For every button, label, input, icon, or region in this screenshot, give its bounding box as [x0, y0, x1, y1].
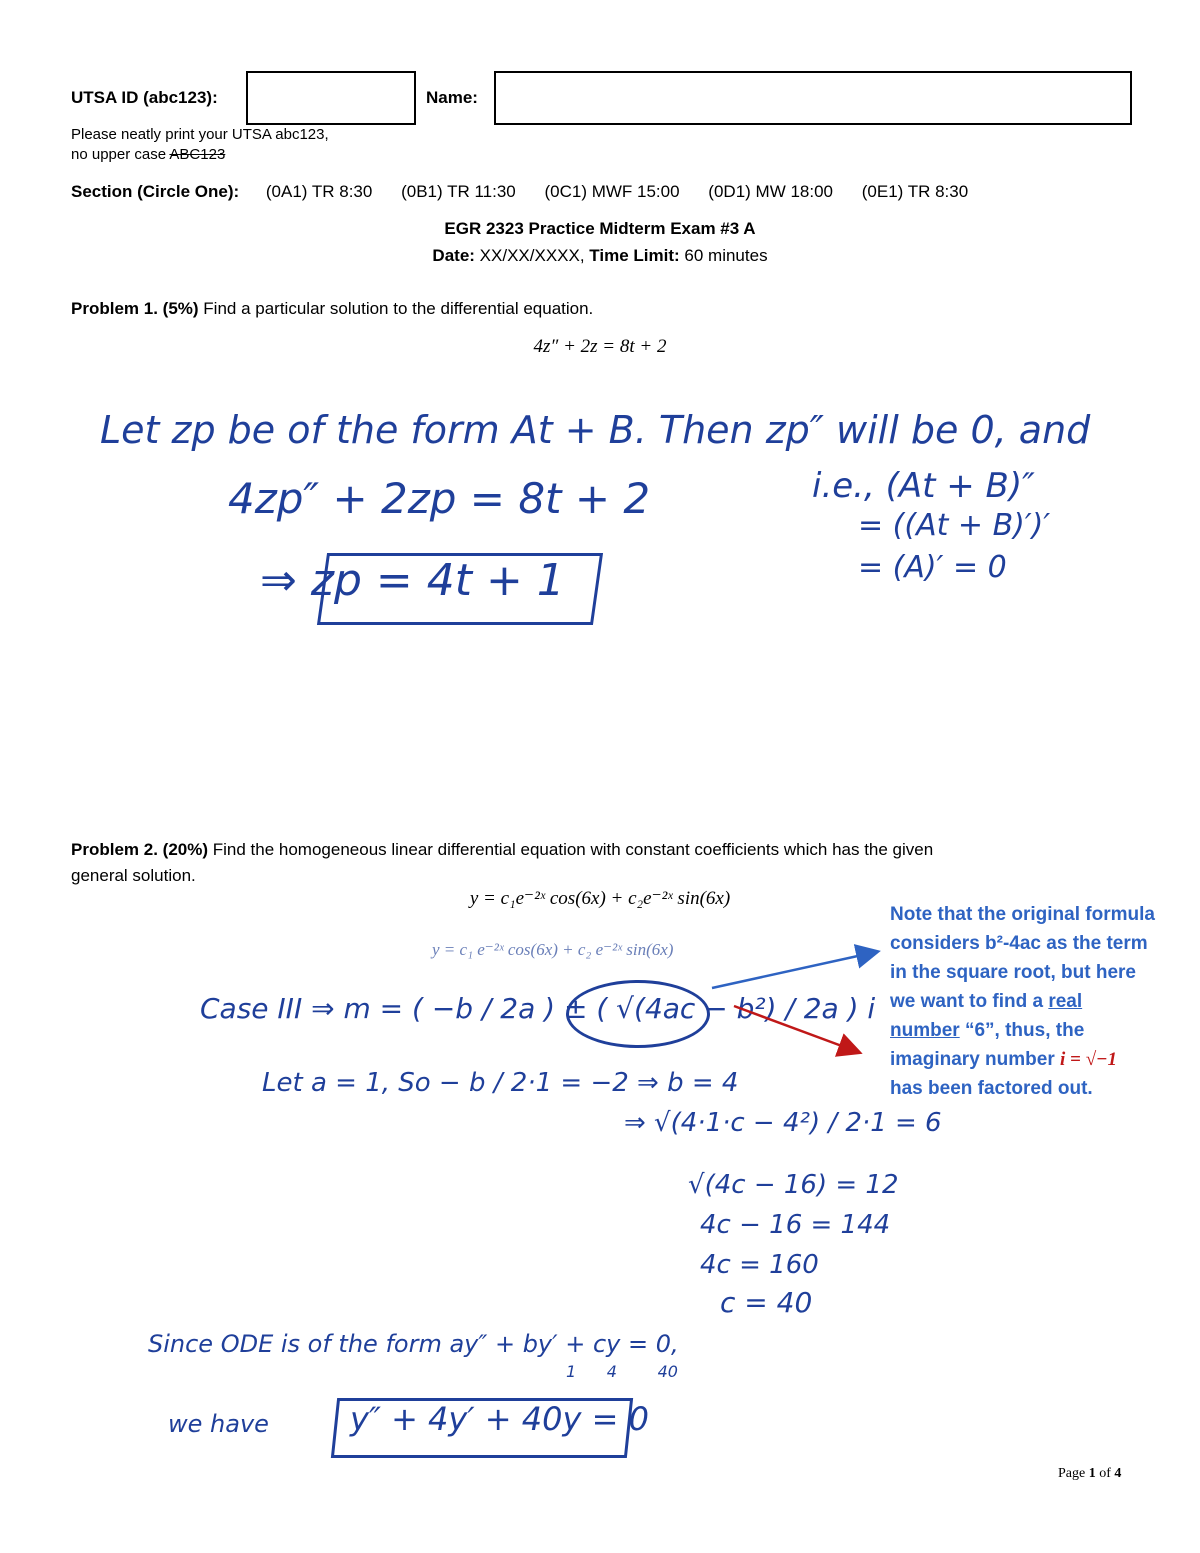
p2-hw-case: Case III ⇒ m = ( −b / 2a ) ± ( √(4ac − b²) / 2a ) i [200, 992, 876, 1025]
section-option-0c1[interactable]: (0C1) MWF 15:00 [544, 182, 680, 201]
p2-hw-step5: c = 40 [720, 1286, 813, 1319]
p2-hw-let: Let a = 1, So − b / 2·1 = −2 ⇒ b = 4 [262, 1068, 739, 1098]
p1-hw-line1: Let zp be of the form At + B. Then zp″ will be 0, and [100, 408, 1091, 452]
p2-hw-we-have: we have [168, 1410, 269, 1438]
note-line7: has been factored out. [890, 1078, 1093, 1099]
p2-hw-coeffs: 1 4 40 [566, 1362, 678, 1381]
note-real-link: real [1048, 991, 1083, 1012]
note-line2: considers b²-4ac as the term [890, 933, 1148, 954]
problem1-weight: (5%) [162, 299, 199, 318]
problem1-number: Problem 1. [71, 299, 158, 318]
note-line5-rest: “6”, thus, the [959, 1020, 1085, 1041]
p2-hw-step4: 4c = 160 [700, 1250, 819, 1280]
page-number [1058, 1466, 1121, 1482]
date-label: Date: [432, 246, 475, 265]
note-line4-prefix: we want to find a [890, 991, 1049, 1012]
page-current: 1 [1088, 1466, 1096, 1481]
instruction-line1: Please neatly print your UTSA abc123, [71, 126, 329, 143]
p2-hw-step3: 4c − 16 = 144 [700, 1210, 891, 1240]
exam-title: EGR 2323 Practice Midterm Exam #3 A [444, 219, 756, 238]
instruction-struck-text: ABC123 [169, 146, 226, 163]
time-value: 60 minutes [684, 246, 768, 265]
note-imaginary-math: i = √−1 [1060, 1049, 1118, 1070]
instruction-prefix: no upper case [71, 146, 170, 163]
date-value: XX/XX/XXXX, [479, 246, 585, 265]
section-label: Section (Circle One): [71, 182, 240, 201]
name-label: Name: [426, 88, 478, 107]
p1-hw-answer: ⇒ zp = 4t + 1 [260, 555, 565, 606]
red-arrow [734, 1006, 858, 1052]
p1-hw-line2: 4zp″ + 2zp = 8t + 2 [228, 474, 651, 523]
problem2-weight: (20%) [162, 840, 209, 859]
problem2-number: Problem 2. [71, 840, 158, 859]
p2-hw-step1: ⇒ √(4·1·c − 4²) / 2·1 = 6 [624, 1108, 942, 1138]
blue-arrow [712, 952, 876, 988]
page-total: 4 [1114, 1466, 1122, 1481]
page-prefix: Page [1058, 1466, 1089, 1481]
section-option-0d1[interactable]: (0D1) MW 18:00 [708, 182, 833, 201]
problem1-prompt: Find a particular solution to the differential equation. [203, 299, 594, 318]
note-line1: Note that the original formula [890, 904, 1155, 925]
section-option-0e1[interactable]: (0E1) TR 8:30 [861, 182, 969, 201]
page-of: of [1095, 1466, 1115, 1481]
p2-equation-copy: y = c₁ e⁻²ˣ cos(6x) + c₂ e⁻²ˣ sin(6x) [432, 940, 674, 959]
p2-hw-step2: √(4c − 16) = 12 [688, 1170, 899, 1200]
p1-hw-side1: i.e., (At + B)″ [812, 466, 1035, 506]
problem2-prompt-line2: general solution. [71, 866, 196, 885]
note-number-link: number [890, 1020, 960, 1041]
utsa-id-label: UTSA ID (abc123): [71, 88, 218, 107]
problem2-prompt-line1: Find the homogeneous linear differential equation with constant coefficients which has the given [212, 840, 934, 859]
section-option-0a1[interactable]: (0A1) TR 8:30 [265, 182, 373, 201]
p2-hw-since: Since ODE is of the form ay″ + by′ + cy = 0, [148, 1330, 679, 1358]
p1-hw-side3: = (A)′ = 0 [858, 550, 1007, 585]
problem1-equation: 4z″ + 2z = 8t + 2 [533, 336, 667, 357]
time-label: Time Limit: [589, 246, 680, 265]
section-option-0b1[interactable]: (0B1) TR 11:30 [401, 182, 516, 201]
p2-hw-answer: y″ + 4y′ + 40y = 0 [350, 1400, 649, 1438]
note-line3: in the square root, but here [890, 962, 1136, 983]
problem2-equation: y = c₁e⁻²ˣ cos(6x) + c₂e⁻²ˣ sin(6x) [469, 888, 731, 909]
p1-hw-side2: = ((At + B)′)′ [858, 508, 1051, 543]
note-line6-prefix: imaginary number [890, 1049, 1060, 1070]
